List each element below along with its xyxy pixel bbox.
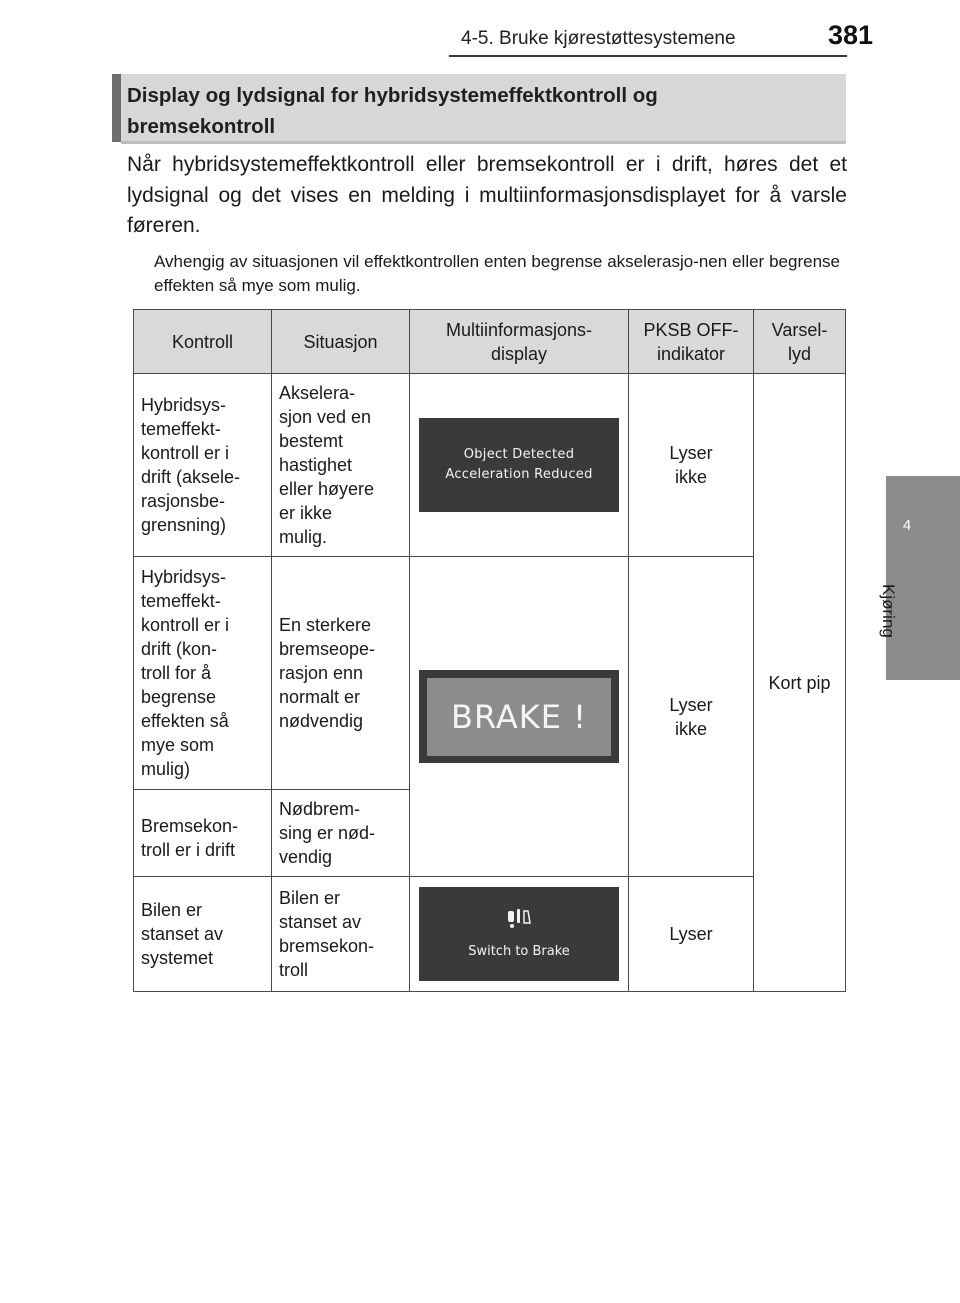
header-pksb: PKSB OFF- indikator — [629, 310, 754, 374]
page-number: 381 — [828, 20, 874, 50]
cell-display — [410, 557, 629, 877]
header-rule — [449, 55, 847, 57]
cell-kontroll: Bilen er stanset av systemet — [134, 877, 272, 992]
display-switch-to-brake: Switch to Brake — [419, 887, 619, 981]
cell-situasjon: Akselera- sjon ved en bestemt hastighet eller høyere er ikke mulig. — [272, 374, 410, 557]
cell-pksb: Lyser ikke — [629, 557, 754, 877]
cell-situasjon: En sterkere bremseope- rasjon enn normalt er nødvendig — [272, 557, 410, 790]
table-header-row — [134, 310, 846, 374]
table-row — [134, 877, 846, 992]
cell-display — [410, 374, 629, 557]
cell-pksb: Lyser ikke — [629, 374, 754, 557]
cell-kontroll: Hybridsys- temeffekt- kontroll er i drift (aksele- rasjonsbe- grensning) — [134, 374, 272, 557]
header-display: Multiinformasjons- display — [410, 310, 629, 374]
display-brake: BRAKE ! — [419, 670, 619, 763]
cell-display — [410, 877, 629, 992]
header-situasjon: Situasjon — [272, 310, 410, 374]
brake-pedal-icon — [504, 907, 534, 931]
table-row — [134, 557, 846, 790]
section-title: Display og lydsignal for hybridsystemeffektkontroll og bremsekontroll — [127, 84, 658, 138]
cell-varsel: Kort pip — [754, 374, 846, 992]
header-varsel: Varsel- lyd — [754, 310, 846, 374]
cell-situasjon: Bilen er stanset av bremsekon- troll — [272, 877, 410, 992]
control-table — [133, 309, 846, 992]
cell-situasjon: Nødbrem- sing er nød- vendig — [272, 790, 410, 877]
header-kontroll: Kontroll — [134, 310, 272, 374]
cell-kontroll: Hybridsys- temeffekt- kontroll er i drift (kon- troll for å begrense effekten så mye som mulig) — [134, 557, 272, 790]
intro-paragraph: Når hybridsystemeffektkontroll eller bremsekontroll er i drift, høres det et lydsignal og det vises en melding i multiinformasjonsdisplayet for å varsle føreren. — [127, 153, 847, 237]
cell-kontroll: Bremsekon- troll er i drift — [134, 790, 272, 877]
note-paragraph: Avhengig av situasjonen vil effektkontrollen enten begrense akselerasjo-nen eller begrense effekten så mye som mulig. — [154, 252, 840, 295]
table-row — [134, 374, 846, 557]
cell-pksb: Lyser — [629, 877, 754, 992]
running-header: 4-5. Bruke kjørestøttesystemene — [461, 28, 736, 49]
display-object-detected: Object Detected Acceleration Reduced — [419, 418, 619, 512]
chapter-number: 4 — [902, 517, 912, 534]
chapter-label: Kjøring — [879, 584, 898, 638]
